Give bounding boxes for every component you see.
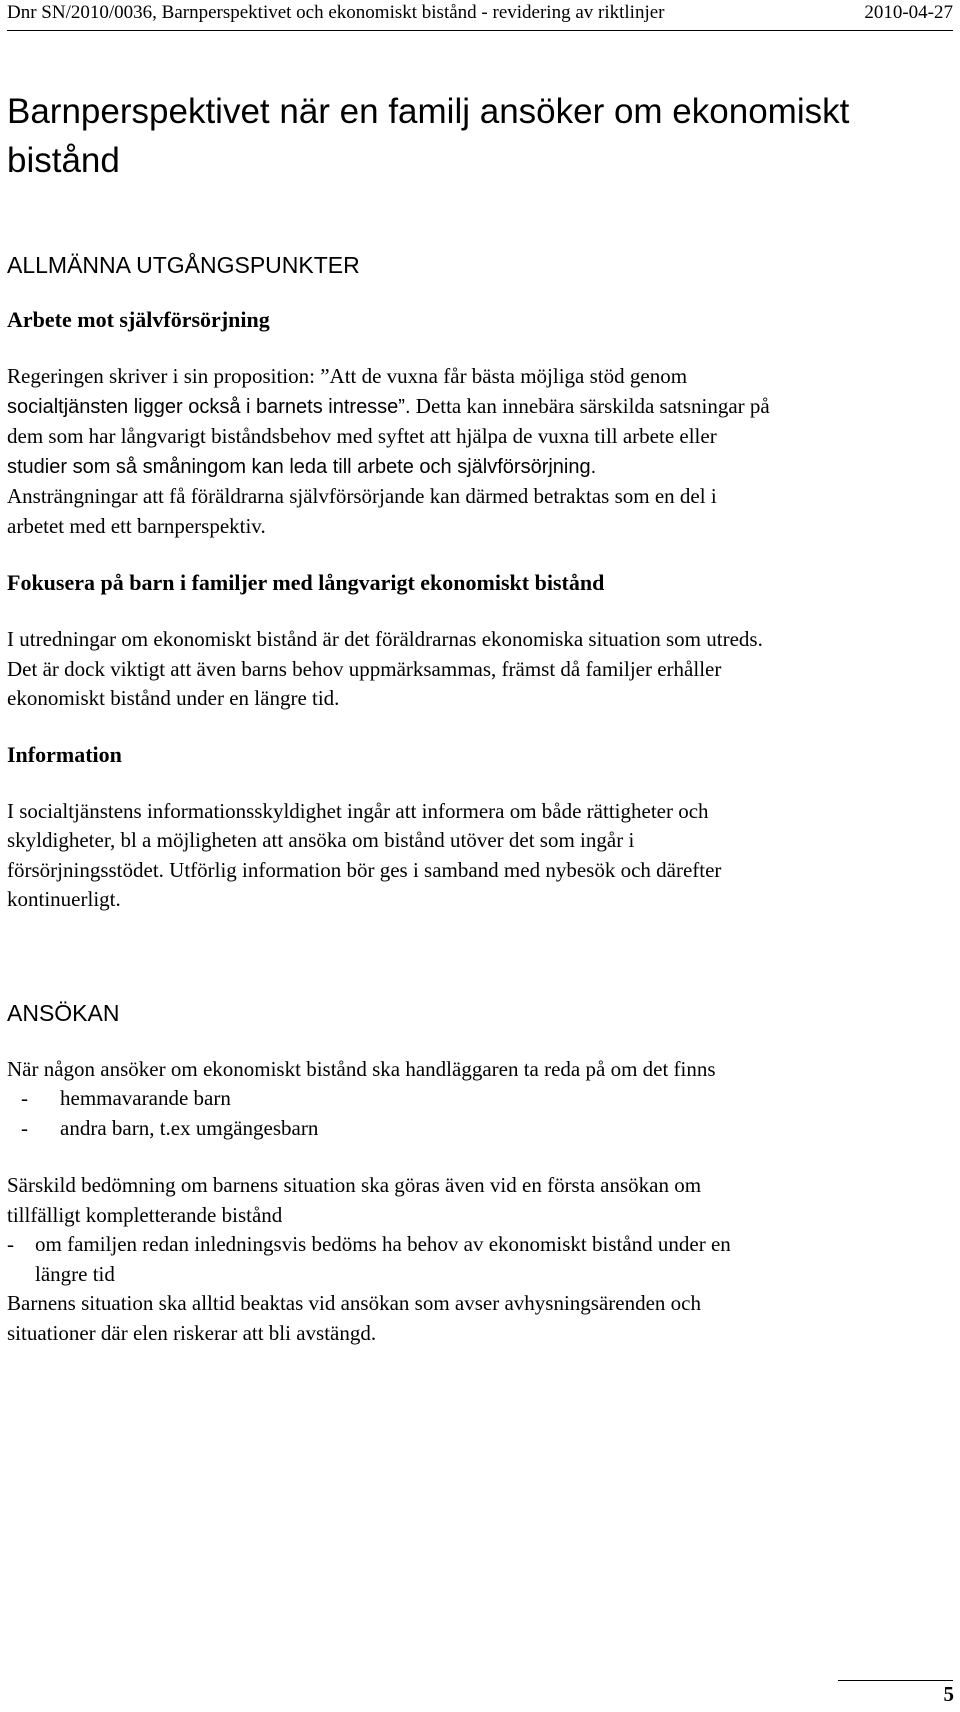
paragraph-arbete: Regeringen skriver i sin proposition: ”Att de vuxna får bästa möjliga stöd genom socialtjänsten ligger också i barnets intresse”. Detta kan innebära särskilda satsningar på dem som har långvarigt biståndsbehov med syftet att hjälpa de vuxna till arbete eller studier som så småningom kan leda till arbete och självförsörjning. Ansträngningar att få föräldrarna självförsörjande kan därmed betraktas som en del i arbetet med ett barnperspektiv. bbox=[7, 364, 770, 538]
header-date: 2010-04-27 bbox=[864, 2, 953, 23]
subheading-information: Information bbox=[7, 741, 122, 767]
list-bullet: - bbox=[7, 1232, 14, 1256]
list-bullet: - bbox=[21, 1115, 28, 1140]
page-number: 5 bbox=[943, 1682, 954, 1706]
list-item bbox=[7, 1114, 937, 1144]
page-header bbox=[7, 0, 953, 31]
page-title bbox=[7, 87, 937, 185]
header-document-reference: Dnr SN/2010/0036, Barnperspektivet och ekonomiskt bistånd - revidering av riktlinjer bbox=[7, 2, 665, 23]
paragraph-fokusera: I utredningar om ekonomiskt bistånd är det föräldrarnas ekonomiska situation som utreds. Det är dock viktigt att även barns behov uppmärksammas, främst då familjer erhåller ekonomiskt bistånd under en längre tid. bbox=[7, 627, 763, 710]
list-item-text: andra barn, t.ex umgängesbarn bbox=[60, 1115, 319, 1140]
paragraph-information: I socialtjänstens informationsskyldighet ingår att informera om både rättigheter och skyldigheter, bl a möjligheten att ansöka om bistånd utöver det som ingår i försörjningsstödet. Utförlig information bör ges i samband med nybesök och därefter kontinuerligt. bbox=[7, 798, 722, 911]
footer-divider bbox=[838, 1680, 953, 1681]
section-heading-allmanna: ALLMÄNNA UTGÅNGSPUNKTER bbox=[7, 252, 360, 278]
document-body bbox=[7, 87, 937, 1348]
subheading-arbete: Arbete mot självförsörjning bbox=[7, 307, 270, 332]
paragraph-avhysning: Barnens situation ska alltid beaktas vid ansökan som avser avhysningsärenden och situationer där elen riskerar att bli avstängd. bbox=[7, 1291, 702, 1345]
page-title-line-1: Barnperspektivet när en familj ansöker om ekonomiskt bbox=[7, 92, 850, 131]
paragraph-sarskild: Särskild bedömning om barnens situation ska göras även vid en första ansökan om tillfälligt kompletterande bistånd bbox=[7, 1173, 702, 1227]
section-heading-ansokan: ANSÖKAN bbox=[7, 999, 120, 1026]
list-bullet: - bbox=[21, 1086, 28, 1110]
paragraph-ansokan-intro: När någon ansöker om ekonomiskt bistånd ska handläggaren ta reda på om det finns bbox=[7, 1056, 716, 1081]
list-item-text: hemmavarande barn bbox=[60, 1086, 231, 1110]
list-item bbox=[7, 1084, 937, 1114]
list-item bbox=[7, 1230, 937, 1289]
page-title-line-2: bistånd bbox=[7, 141, 120, 180]
subheading-fokusera: Fokusera på barn i familjer med långvarigt ekonomiskt bistånd bbox=[7, 570, 605, 595]
list-item-text: om familjen redan inledningsvis bedöms ha behov av ekonomiskt bistånd under en längre tid bbox=[35, 1232, 731, 1286]
